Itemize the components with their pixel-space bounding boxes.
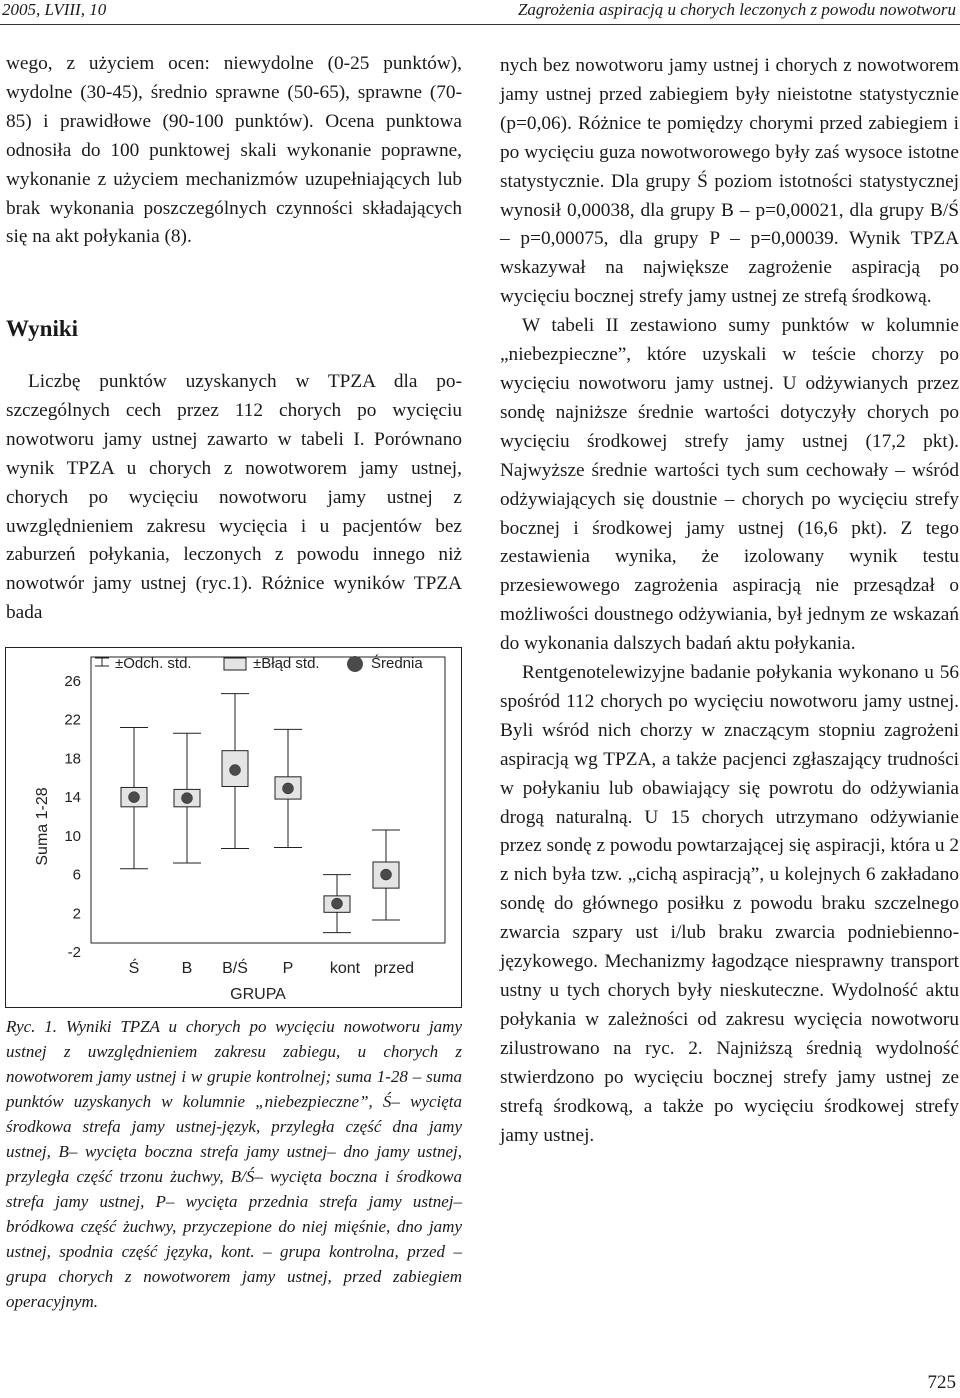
x-tick-label: przed (373, 960, 415, 977)
legend-se-swatch (224, 658, 246, 670)
x-axis-label: GRUPA (230, 986, 286, 1003)
left-column-top (6, 50, 462, 252)
left-column-results (6, 368, 462, 628)
y-tick-label: 22 (64, 711, 81, 729)
x-tick-label: Ś (128, 960, 140, 977)
mean-marker (230, 765, 241, 776)
y-axis-label: Suma 1-28 (34, 787, 51, 866)
mean-marker (283, 783, 294, 794)
mean-marker (381, 869, 392, 880)
figure-caption: Ryc. 1. Wyniki TPZA u chorych po wycięciu nowotworu jamy ustnej z uwzględnieniem zakresu zabiegu, u chorych z nowotworem jamy ustnej i w grupie kontrolnej; suma 1-28 – suma punktów uzyskanych w kolumnie „niebezpieczne”, Ś– wycięta środkowa strefa jamy ustnej-język, przyległa część dna jamy ustnej, B– wycięta boczna strefa jamy ustnej– dno jamy ustnej, przyległa część trzonu żuchwy, B/Ś– wycięta boczna i środkowa strefa jamy ustnej, P– wycięta przednia strefa jamy ustnej– bródkowa część żuchwy, przyczepione do niej mięśnie, dno jamy ustnej, spodnia część języka, kont. – grupa kontrolna, przed – grupa chorych z nowotworem jamy ustnej, przed zabiegiem operacyjnym. (6, 1017, 462, 1311)
y-tick-label: -2 (67, 944, 81, 961)
section-heading: Wyniki (6, 316, 79, 341)
y-tick-label: 6 (72, 866, 81, 884)
y-tick-label: 10 (64, 827, 81, 845)
methods-paragraph: wego, z użyciem ocen: niewydolne (0-25 punktów), wydolne (30-45), średnio sprawne (50-65), sprawne (70-85) i prawidłowe (90-100 punktów). Ocena punktowa odnosiła do 100 punktowej skali wykonanie poprawne, wykonanie z użyciem mechanizmów uzupełniających lub brak wykonania poszczególnych czynności składających się na akt połykania (8). (6, 53, 462, 248)
boxplot-chart (5, 647, 462, 1008)
y-tick-label: 26 (64, 673, 81, 690)
running-header (0, 0, 960, 24)
x-tick-label: B (181, 960, 193, 977)
x-tick-label: P (282, 960, 294, 977)
right-paragraph-1: nych bez nowotworu jamy ustnej i chorych z nowotworem jamy ustnej przed zabiegiem były nieistotne statystycznie (p=0,06). Różnice te pomiędzy chorymi przed zabiegiem i po wycięciu guza nowotworowego były zaś wysoce istotne statystycznie. Dla grupy Ś poziom istotności statystycznej wynosił 0,00038, dla grupy B – p=0,00021, dla grupy B/Ś – p=0,00075, dla grupy P – p=0,00039. Wynik TPZA wskazywał na największe zagrożenie aspiracją po wycięciu bocznej strefy jamy ustnej ze strefą środkową. (500, 55, 959, 308)
x-tick-label: kont (329, 960, 361, 977)
figure-1 (5, 647, 462, 1008)
results-paragraph: Liczbę punktów uzyskanych w TPZA dla poszczególnych cech przez 112 chorych po wycięciu nowotworu jamy ustnej zawarto w tabeli I. Porównano wynik TPZA u chorych z nowotworem jamy ustnej, chorych po wycięciu nowotworu jamy ustnej z uwzględnieniem zakresu wycięcia i u pacjentów bez zaburzeń połykania, leczonych z powodu innego niż nowotwór jamy ustnej (ryc.1). Różnice wyników TPZA bada (6, 371, 462, 624)
y-tick-label: 18 (64, 750, 81, 768)
y-tick-label: 2 (72, 905, 81, 923)
right-paragraph-3: Rentgenotelewizyjne badanie połykania wykonano u 56 spośród 112 chorych po wycięciu nowotworu jamy ustnej. Byli wśród nich chorzy w znaczącym stopniu zagrożeni aspiracją wg TPZA, a także pacjenci zgłaszający trudności w połykaniu lub obawiający się powrotu do odżywiania drogą naturalną. U 15 chorych utrzymano odżywianie przez sondę z powodu powtarzającej się aspiracji, która u 2 z nich była tzw. „cichą aspiracją”, u kolejnych 6 zakładano sondę do głównego posiłku z powodu braku szczelnego zwarcia szpary ust i/lub braku zwarcia podniebienno-językowego. Mechanizmy łagodzące niesprawny transport ustny u tych chorych były nieskuteczne. Wydolność aktu połykania w zależności od zakresu wycięcia nowotworu zilustrowano na ryc. 2. Najniższą średnią wydolność stwierdzono po wycięciu bocznej strefy jamy ustnej ze strefą środkową, a także po wycięciu środkowej strefy jamy ustnej. (500, 662, 959, 1146)
x-tick-label: B/Ś (222, 960, 248, 977)
legend-sd-label: ±Odch. std. (115, 655, 192, 672)
legend-se-label: ±Błąd std. (253, 655, 320, 672)
right-column (500, 52, 959, 1150)
legend-mean-marker (347, 656, 363, 672)
journal-citation: 2005, LVIII, 10 (2, 0, 107, 19)
legend-mean-label: Średnia (371, 655, 423, 672)
header-rule (0, 24, 960, 25)
mean-marker (182, 793, 193, 804)
mean-marker (332, 898, 343, 909)
right-paragraph-2: W tabeli II zestawiono sumy punktów w kolumnie „niebezpieczne”, które uzyskali w teście chorzy po wycięciu nowotworu jamy ustnej. U odżywianych przez sondę najniższe średnie wartości dotyczyły chorych po wycięciu środkowej strefy jamy ustnej (17,2 pkt). Najwyższe średnie wartości tych sum cechowały – wśród odżywiających się doustnie – chorych po wycięciu strefy bocznej i środkowej jamy ustnej (16,6 pkt). Z tego zestawienia wynika, że izolowany wynik testu przesiewowego zagrożenia aspiracją nie przesądzał o możliwości doustnego odżywiania, był jednym ze wskazań do wykonania dalszych badań aktu połykania. (500, 315, 959, 655)
running-title: Zagrożenia aspiracją u chorych leczonych z powodu nowotworu (517, 0, 956, 19)
mean-marker (129, 792, 140, 803)
y-tick-label: 14 (64, 789, 81, 807)
page-number: 725 (927, 1372, 956, 1393)
